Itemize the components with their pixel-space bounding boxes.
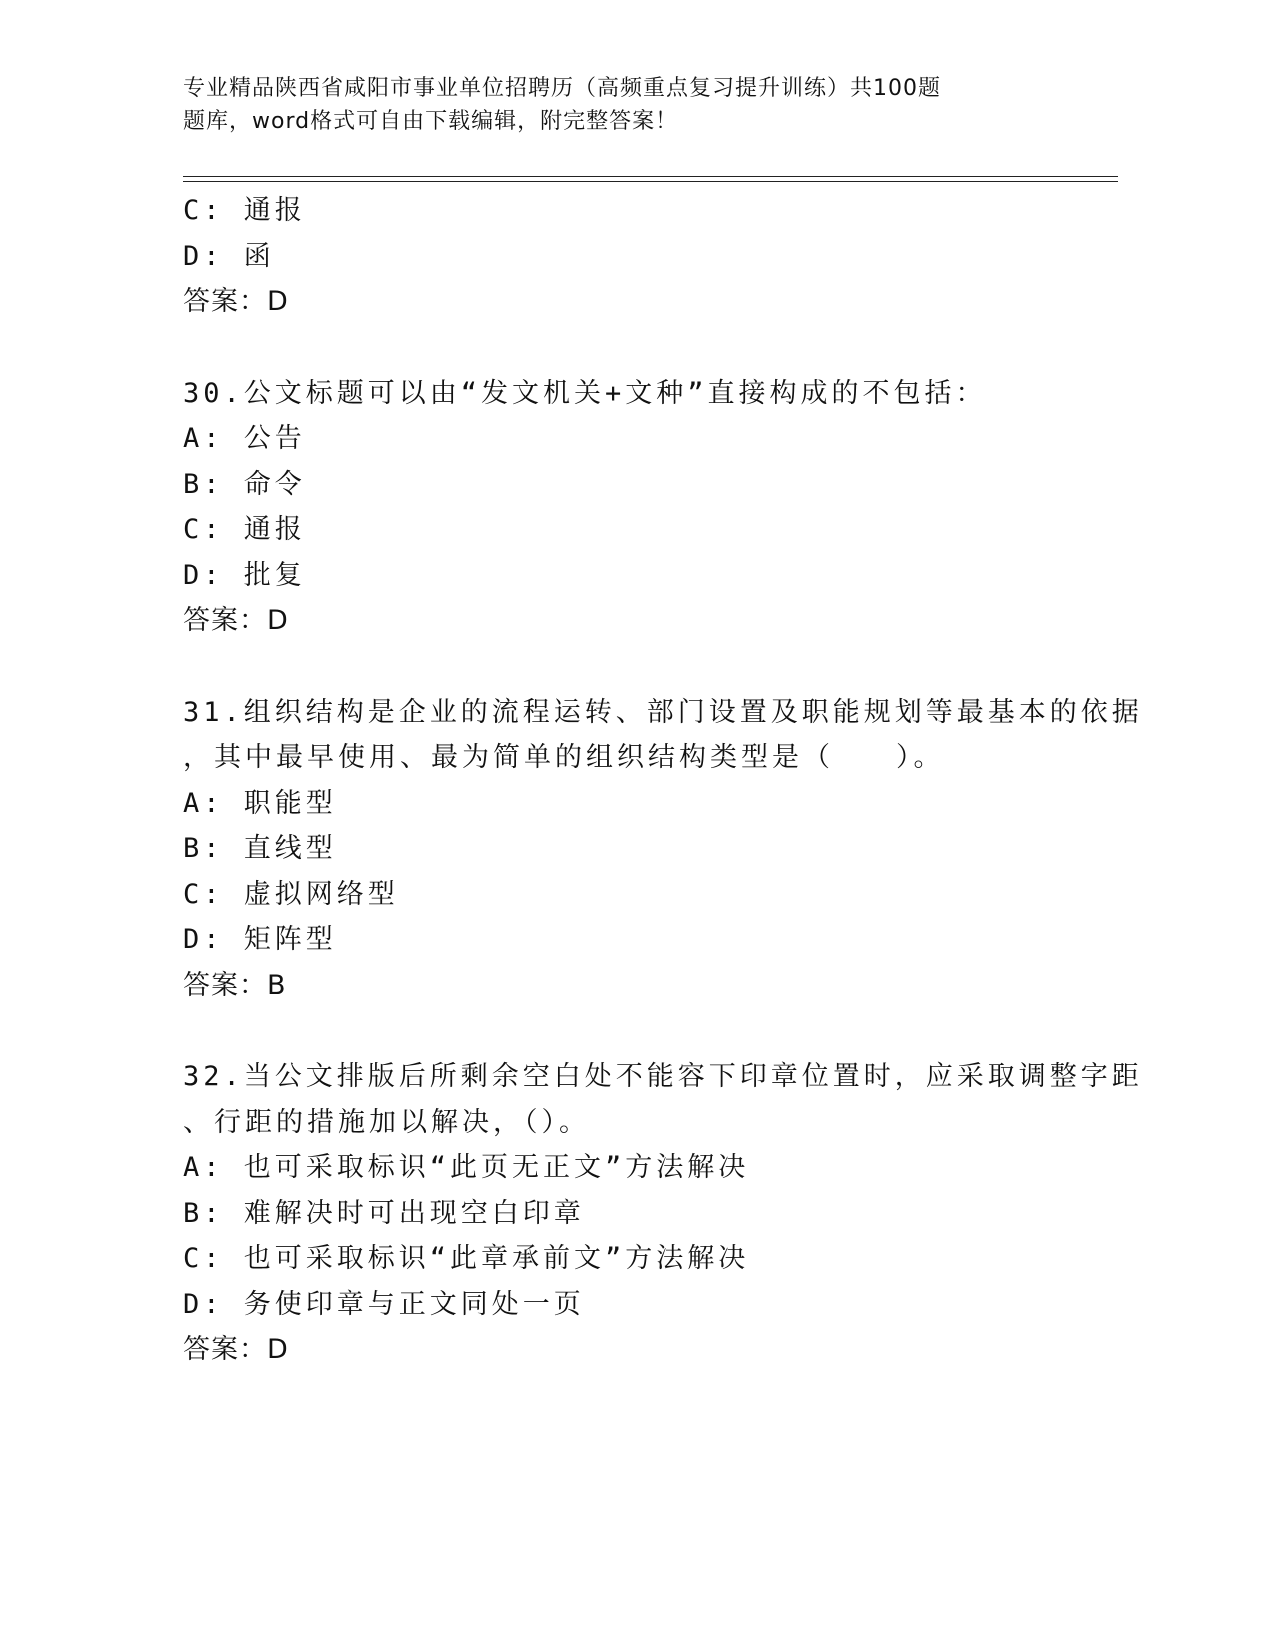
spacer xyxy=(183,644,1103,690)
option-key: D: xyxy=(183,1288,224,1320)
option-text: 通报 xyxy=(243,195,306,226)
option-d xyxy=(183,553,1103,599)
spacer xyxy=(183,1008,1103,1054)
option-d xyxy=(183,917,1103,963)
option-text: 也可采取标识“此章承前文”方法解决 xyxy=(243,1243,750,1274)
option-text: 批复 xyxy=(243,559,306,591)
spacer xyxy=(183,325,1103,371)
answer-line: 答案：D xyxy=(183,286,289,317)
question-text-line-1: 31.组织结构是企业的流程运转、部门设置及职能规划等最基本的依据 xyxy=(183,696,1143,728)
option-d xyxy=(183,234,1103,280)
document-body xyxy=(183,188,1143,1373)
option-text: 务使印章与正文同处一页 xyxy=(243,1288,585,1320)
option-key: D: xyxy=(183,240,224,272)
question-32 xyxy=(183,1054,1143,1373)
question-31 xyxy=(183,690,1143,1009)
option-key: D: xyxy=(183,924,224,955)
option-key: D: xyxy=(183,559,224,591)
document-header xyxy=(183,72,1003,138)
option-c xyxy=(183,872,1103,918)
answer-line: 答案：D xyxy=(183,1334,289,1365)
option-a xyxy=(183,781,1103,827)
option-text: 难解决时可出现空白印章 xyxy=(243,1197,585,1229)
option-text: 矩阵型 xyxy=(243,924,337,955)
option-key: B: xyxy=(183,833,224,864)
option-key: C: xyxy=(183,878,224,910)
option-c xyxy=(183,188,1103,234)
header-line-2: 题库，word格式可自由下载编辑，附完整答案！ xyxy=(183,109,679,134)
option-text: 公告 xyxy=(243,423,306,454)
option-key: A: xyxy=(183,423,224,454)
header-divider-top xyxy=(183,176,1118,177)
option-key: C: xyxy=(183,195,224,226)
option-text: 直线型 xyxy=(243,833,337,864)
question-29-tail xyxy=(183,188,1103,325)
answer-line: 答案：D xyxy=(183,605,289,636)
option-key: A: xyxy=(183,787,224,819)
option-text: 也可采取标识“此页无正文”方法解决 xyxy=(243,1152,750,1183)
option-text: 通报 xyxy=(243,514,306,545)
option-key: C: xyxy=(183,1243,224,1274)
option-key: B: xyxy=(183,1197,224,1229)
option-a xyxy=(183,416,1103,462)
option-b xyxy=(183,826,1103,872)
option-text: 虚拟网络型 xyxy=(243,878,399,910)
option-text: 职能型 xyxy=(243,787,337,819)
option-d xyxy=(183,1282,1103,1328)
option-b xyxy=(183,462,1103,508)
option-text: 函 xyxy=(243,240,275,272)
header-line-1: 专业精品陕西省咸阳市事业单位招聘历（高频重点复习提升训练）共100题 xyxy=(183,76,941,101)
question-text-line-2: ，其中最早使用、最为简单的组织结构类型是（ ）。 xyxy=(183,742,945,773)
option-key: A: xyxy=(183,1152,224,1183)
option-b xyxy=(183,1191,1103,1237)
question-text-line-2: 、行距的措施加以解决，（）。 xyxy=(183,1106,590,1138)
answer-line: 答案：B xyxy=(183,969,287,1001)
question-text: 30.公文标题可以由“发文机关+文种”直接构成的不包括： xyxy=(183,377,987,409)
option-key: C: xyxy=(183,514,224,545)
option-a xyxy=(183,1145,1103,1191)
header-divider-bottom xyxy=(183,181,1118,182)
question-text-line-1: 32.当公文排版后所剩余空白处不能容下印章位置时，应采取调整字距 xyxy=(183,1061,1143,1092)
option-key: B: xyxy=(183,468,224,500)
option-c xyxy=(183,507,1103,553)
question-30 xyxy=(183,371,1103,644)
option-c xyxy=(183,1236,1103,1282)
option-text: 命令 xyxy=(243,468,306,500)
